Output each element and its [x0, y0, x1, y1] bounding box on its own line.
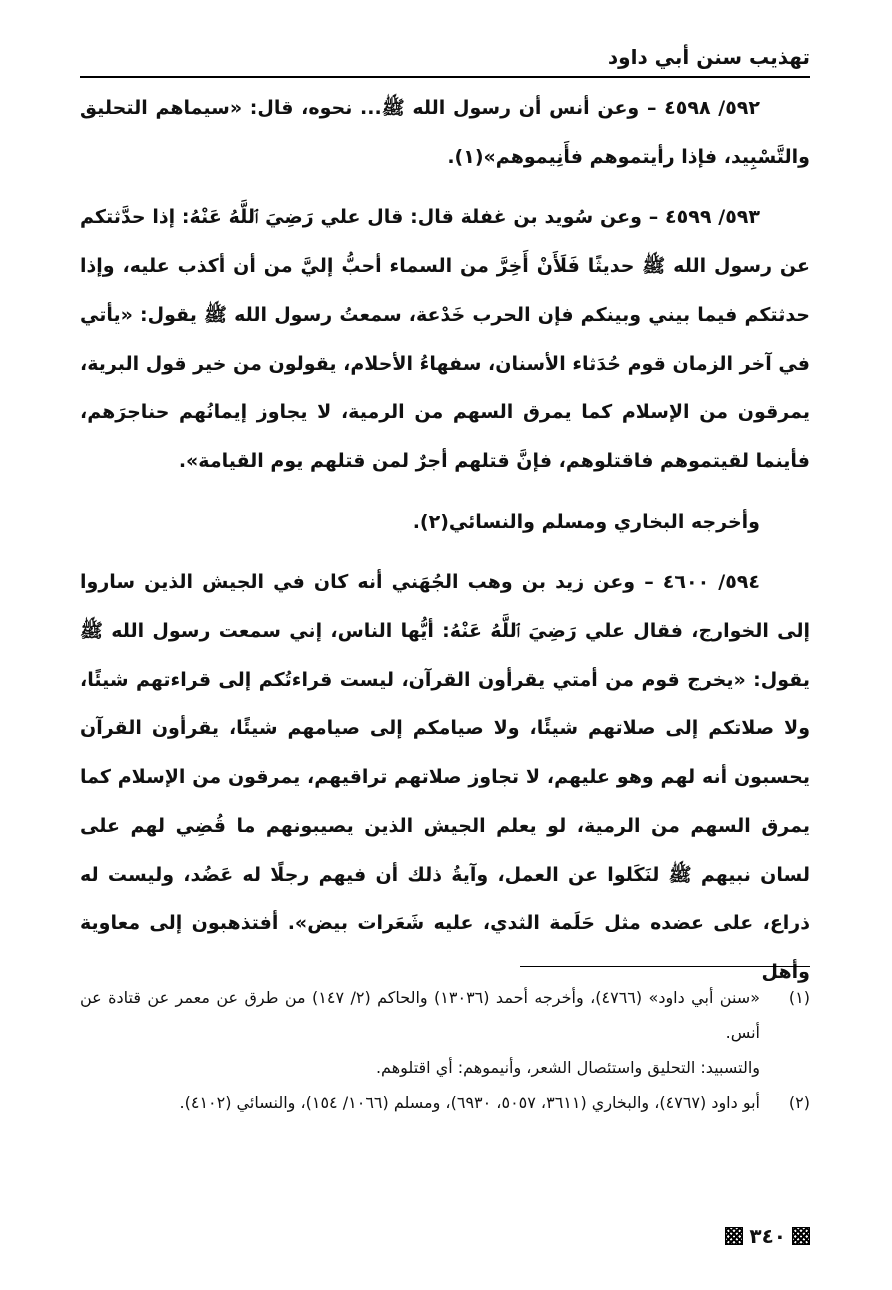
footnotes — [80, 980, 810, 1120]
footnote-text: «سنن أبي داود» (٤٧٦٦)، وأخرجه أحمد (١٣٠٣٦) والحاكم (٢/ ١٤٧) من طرق عن معمر عن قتادة عن أنس. — [80, 988, 761, 1042]
footnote-2 — [80, 1085, 810, 1120]
running-head — [80, 42, 810, 72]
takhrij-note: وأخرجه البخاري ومسلم والنسائي(٢). — [412, 510, 760, 533]
footnote-1 — [80, 980, 810, 1050]
footnote-marker: (١) — [788, 988, 810, 1007]
footnote-marker: (٢) — [788, 1093, 810, 1112]
footnote-text: أبو داود (٤٧٦٧)، والبخاري (٣٦١١، ٥٠٥٧، ٦٩٣٠)، ومسلم (١٠٦٦/ ١٥٤)، والنسائي (٤١٠٢). — [179, 1093, 760, 1112]
page-folio — [725, 1222, 810, 1250]
header-rule — [80, 76, 810, 78]
hadith-593: ٥٩٣/ ٤٥٩٩ – وعن سُويد بن غفلة قال: قال علي رَضِيَ ٱللَّهُ عَنْهُ: إذا حدَّثتكم عن رسول الله ﷺ حديثًا فَلَأَنْ أَخِرَّ من السماء أحبُّ إليَّ من أن أكذب عليه، وإذا حدثتكم فيما بيني وبينكم فإن الحرب خَدْعة، سمعتُ رسول الله ﷺ يقول: «يأتي في آخر الزمان قوم حُدَثاء الأسنان، سفهاءُ الأحلام، يقولون من خير قول البرية، يمرقون من الإسلام كما يمرق السهم من الرمية، لا يجاوز إيمانُهم حناجرَهم، فأينما لقيتموهم فاقتلوهم، فإنَّ قتلهم أجرٌ لمن قتلهم يوم القيامة». — [80, 206, 810, 472]
footnote-rule — [520, 966, 810, 967]
footnote-1-gloss: والتسبيد: التحليق واستئصال الشعر، وأنيموهم: أي اقتلوهم. — [375, 1058, 760, 1077]
hadith-592: ٥٩٢/ ٤٥٩٨ – وعن أنس أن رسول الله ﷺ... نحوه، قال: «سيماهم التحليق والتَّسْبِيد، فإذا رأيتموهم فأَنِيموهم»(١). — [80, 97, 810, 168]
book-title: تهذيب سنن أبي داود — [607, 45, 810, 69]
page-number: ٣٤٠ — [749, 1224, 786, 1248]
ornament-icon — [792, 1227, 810, 1245]
ornament-icon — [725, 1227, 743, 1245]
main-text — [80, 84, 810, 997]
hadith-594: ٥٩٤/ ٤٦٠٠ – وعن زيد بن وهب الجُهَني أنه كان في الجيش الذين ساروا إلى الخوارج، فقال علي رَضِيَ ٱللَّهُ عَنْهُ: أيُّها الناس، إني سمعت رسول الله ﷺ يقول: «يخرج قوم من أمتي يقرأون القرآن، ليست قراءتُكم إلى قراءتهم شيئًا، ولا صلاتكم إلى صلاتهم شيئًا، ولا صيامكم إلى صيامهم شيئًا، يقرأون القرآن يحسبون أنه لهم وهو عليهم، لا تجاوز صلاتهم تراقيهم، يمرقون من الإسلام كما يمرق السهم من الرمية، لو يعلم الجيش الذين يصيبونهم ما قُضِي لهم على لسان نبيهم ﷺ لنَكَلوا عن العمل، وآيةُ ذلك أن فيهم رجلًا له عَضُد، وليست له ذراع، على عضده مثل حَلَمة الثدي، عليه شَعَرات بيض». أفتذهبون إلى معاوية وأهل — [80, 571, 810, 983]
